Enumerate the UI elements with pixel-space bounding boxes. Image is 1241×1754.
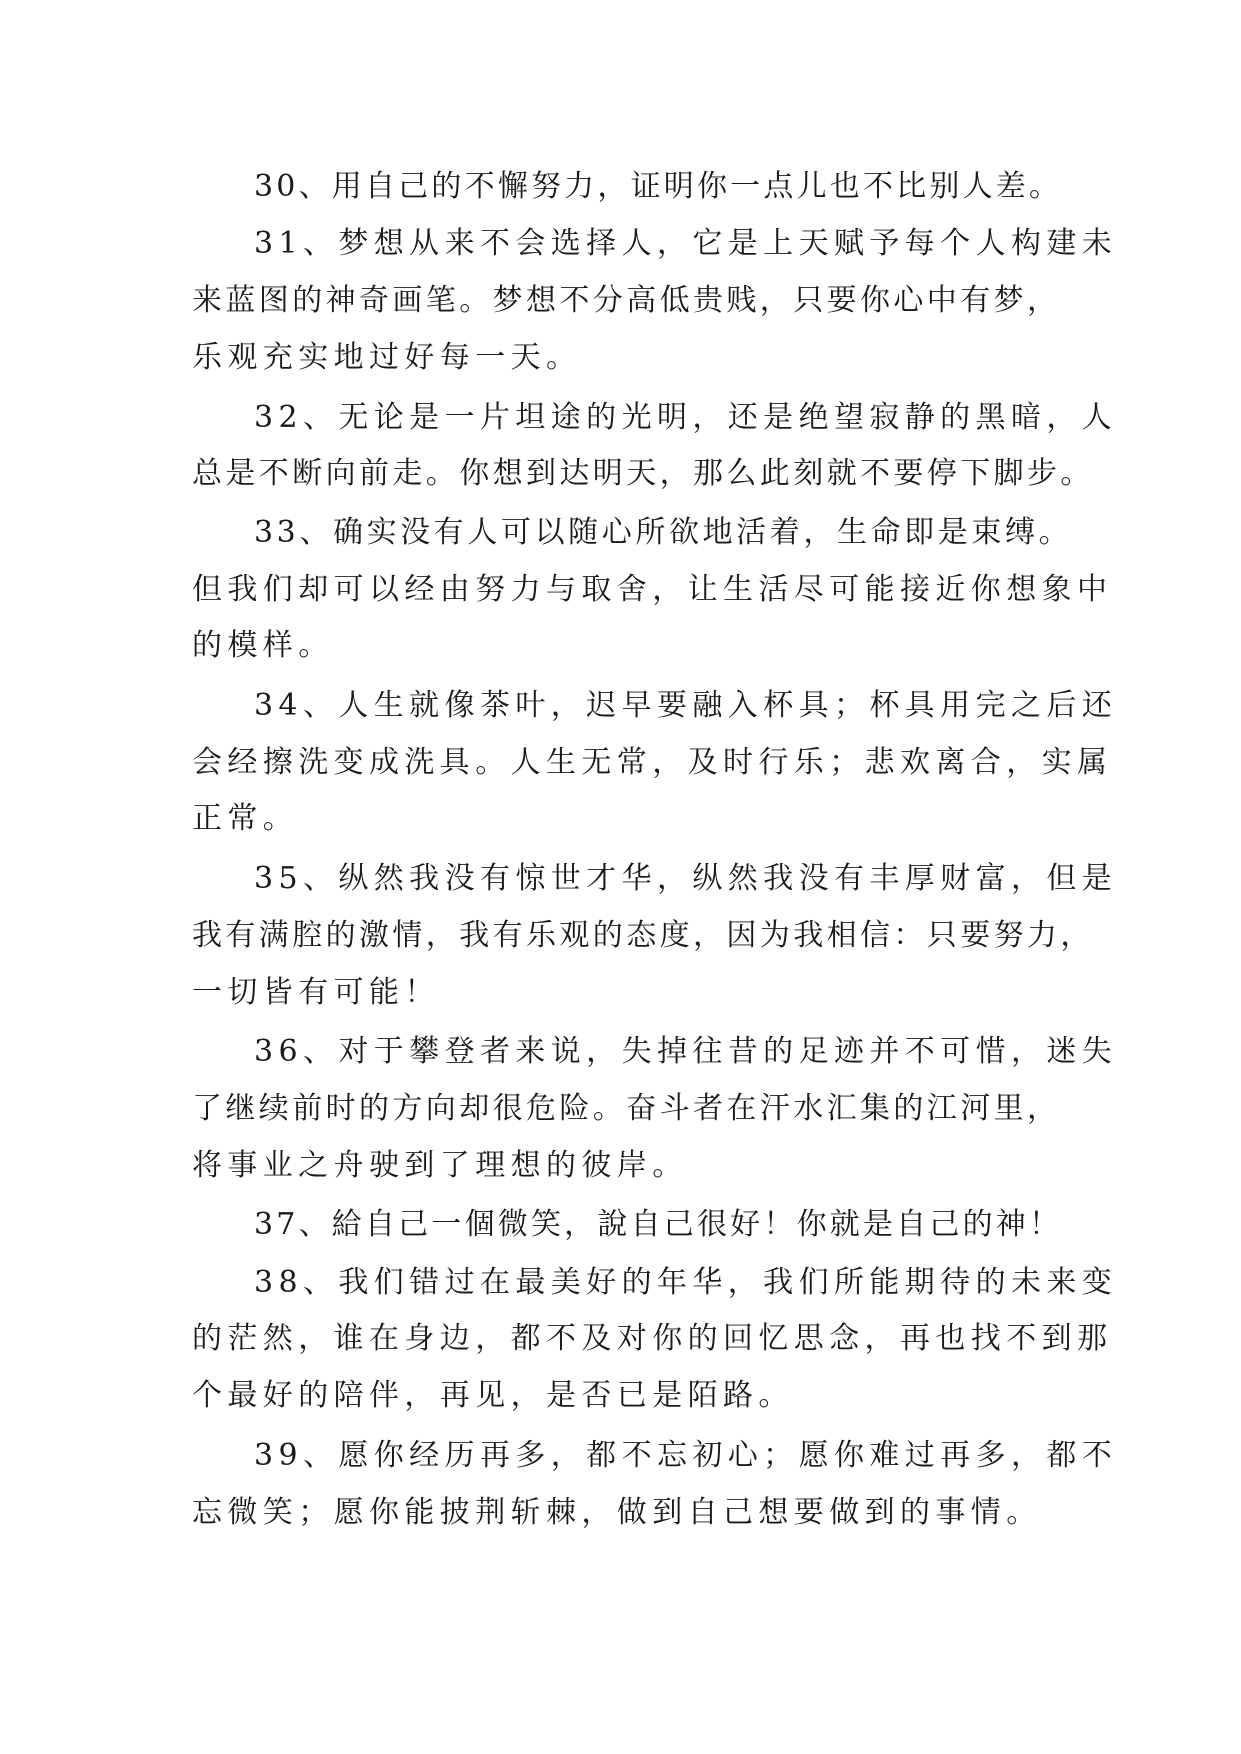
paragraph-35-line-3: 一切皆有可能！: [192, 975, 440, 1010]
paragraph-36-line-1: 36、对于攀登者来说，失掉往昔的足迹并不可惜，迷失: [254, 1034, 1118, 1069]
paragraph-36-line-2: 了继续前时的方向却很危险。奋斗者在汗水汇集的江河里，: [192, 1091, 1061, 1126]
paragraph-39-line-1: 39、愿你经历再多，都不忘初心；愿你难过再多，都不: [254, 1438, 1118, 1473]
paragraph-34-line-1: 34、人生就像茶叶，迟早要融入杯具；杯具用完之后还: [254, 688, 1118, 723]
paragraph-38-line-2: 的茫然，谁在身边，都不及对你的回忆思念，再也找不到那: [192, 1321, 1113, 1356]
paragraph-33-line-3: 的模样。: [192, 628, 334, 663]
paragraph-39-line-2: 忘微笑；愿你能披荆斩棘，做到自己想要做到的事情。: [192, 1495, 1042, 1530]
paragraph-34-line-2: 会经擦洗变成洗具。人生无常，及时行乐；悲欢离合，实属: [192, 745, 1113, 780]
paragraph-36-line-3: 将事业之舟驶到了理想的彼岸。: [192, 1148, 688, 1183]
paragraph-31-line-3: 乐观充实地过好每一天。: [192, 340, 582, 375]
paragraph-31-line-2: 来蓝图的神奇画笔。梦想不分高低贵贱，只要你心中有梦，: [192, 283, 1061, 318]
paragraph-38-line-1: 38、我们错过在最美好的年华，我们所能期待的未来变: [254, 1265, 1118, 1300]
paragraph-35-line-1: 35、纵然我没有惊世才华，纵然我没有丰厚财富，但是: [254, 861, 1118, 896]
paragraph-38-line-3: 个最好的陪伴，再见，是否已是陌路。: [192, 1378, 794, 1413]
paragraph-33-line-2: 但我们却可以经由努力与取舍，让生活尽可能接近你想象中: [192, 572, 1113, 607]
paragraph-32-line-1: 32、无论是一片坦途的光明，还是绝望寂静的黑暗，人: [254, 400, 1118, 435]
paragraph-31-line-1: 31、梦想从来不会选择人，它是上天赋予每个人构建未: [254, 226, 1118, 261]
paragraph-33-line-1: 33、确实没有人可以随心所欲地活着，生命即是束缚。: [254, 515, 1073, 550]
paragraph-37-line-1: 37、給自己一個微笑，說自己很好！你就是自己的神！: [254, 1207, 1063, 1242]
paragraph-32-line-2: 总是不断向前走。你想到达明天，那么此刻就不要停下脚步。: [192, 456, 1094, 491]
paragraph-34-line-3: 正常。: [192, 801, 299, 836]
paragraph-30-line-1: 30、用自己的不懈努力，证明你一点儿也不比别人差。: [254, 169, 1063, 204]
paragraph-35-line-2: 我有满腔的激情，我有乐观的态度，因为我相信：只要努力，: [192, 918, 1094, 953]
